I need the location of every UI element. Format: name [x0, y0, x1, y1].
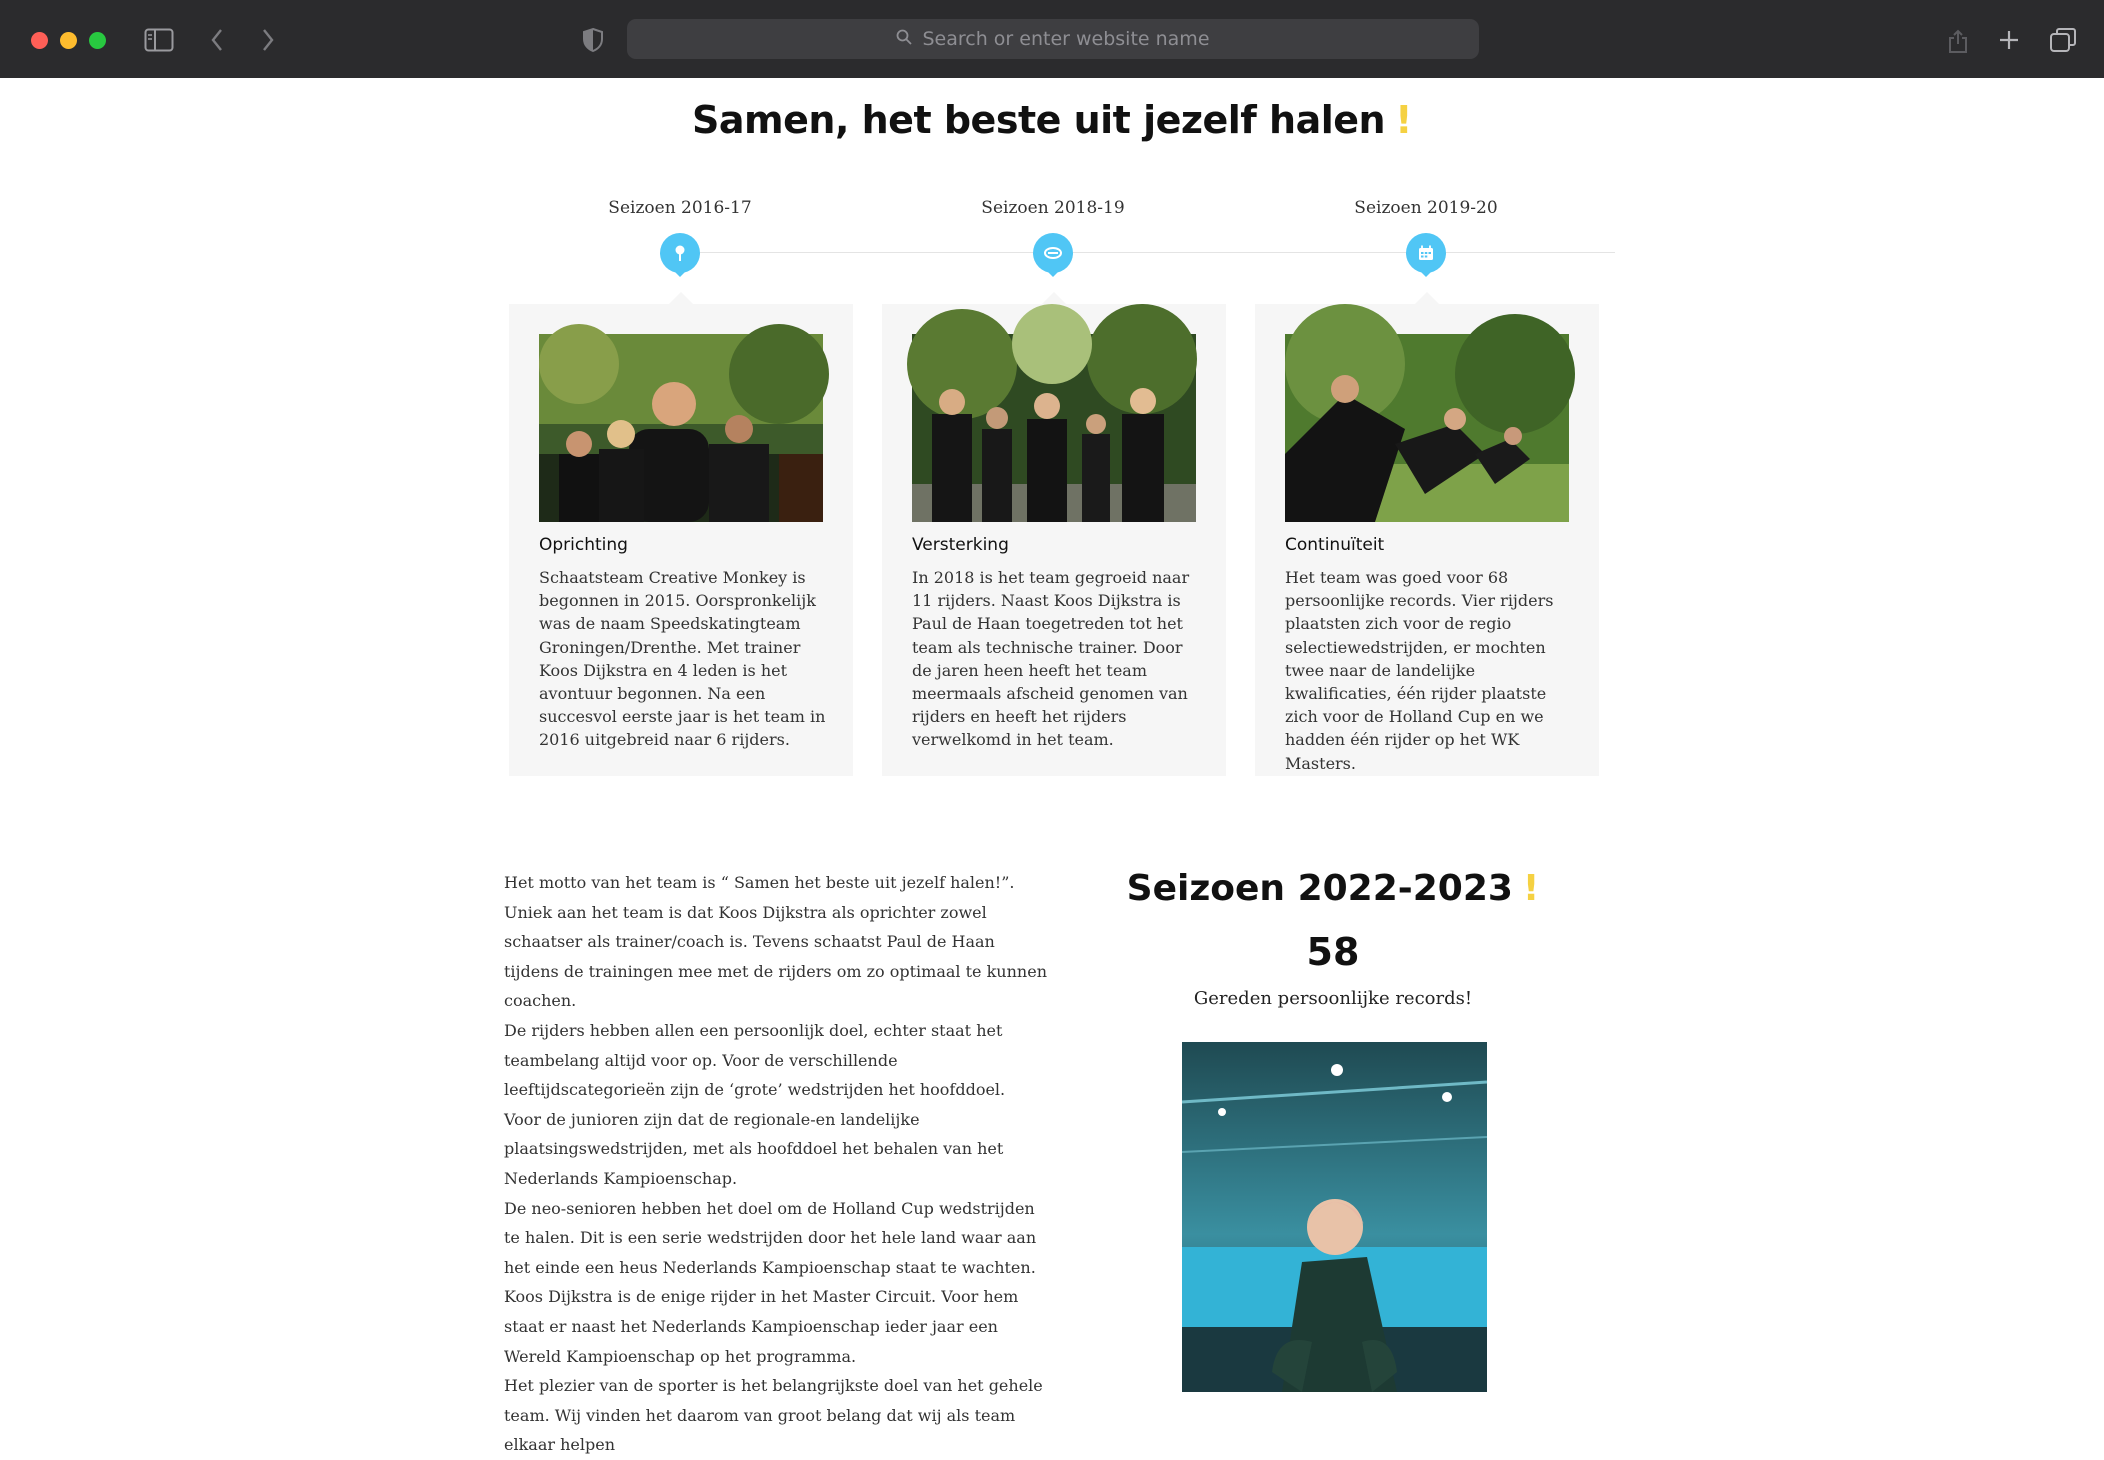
calendar-icon [1406, 233, 1446, 273]
season-heading-accent: ! [1522, 868, 1540, 909]
handshake-icon [1033, 233, 1073, 273]
plus-icon[interactable] [1989, 20, 2029, 60]
motto-paragraph: Het plezier van de sporter is het belangrijkste doel van het gehele team. Wij vinden het daarom van groot belang dat wij als team elkaar helpen [504, 1376, 1043, 1455]
team-photo-versterking [912, 334, 1196, 522]
season-heading: Seizoen 2022-2023 ! [1126, 868, 1540, 909]
zoom-window-button[interactable] [89, 32, 106, 49]
sidebar-icon[interactable] [139, 20, 179, 60]
search-icon [896, 29, 912, 49]
motto-paragraph: Het motto van het team is “ Samen het beste uit jezelf halen!”. Uniek aan het team is dat Koos Dijkstra als oprichter zowel schaatser als trainer/coach is. Tevens schaatst Paul de Haan tijdens de trainingen mee met de rijders om zo optimaal te kunnen coachen. [504, 873, 1047, 1011]
timeline-season-3: Seizoen 2019-20 [1354, 198, 1498, 218]
timeline-card-text-3: Het team was goed voor 68 persoonlijke records. Vier rijders plaatsten zich voor de regio selectiewedstrijden, er mochten twee naar de landelijke kwalificaties, één rijder plaatste zich voor de Holland Cup en we hadden één rijder op het WK Masters. [1285, 568, 1554, 773]
timeline-season-1: Seizoen 2016-17 [608, 198, 752, 218]
timeline-season-2: Seizoen 2018-19 [981, 198, 1125, 218]
timeline-line [680, 252, 1615, 253]
address-bar[interactable] [627, 19, 1479, 59]
timeline-card-title-1: Oprichting [539, 535, 628, 555]
forward-icon[interactable] [248, 20, 288, 60]
skater-photo [1182, 1042, 1487, 1392]
motto-paragraph: Voor de junioren zijn dat de regionale-en landelijke plaatsingswedstrijden, met als hoofddoel het behalen van het Nederlands Kampioenschap. [504, 1109, 1004, 1188]
timeline-card-text-1: Schaatsteam Creative Monkey is begonnen in 2015. Oorspronkelijk was de naam Speedskatingteam Groningen/Drenthe. Met trainer Koos Dijkstra en 4 leden is het avontuur begonnen. Na een succesvol eerste jaar is het team in 2016 uitgebreid naar 6 rijders. [539, 568, 826, 750]
back-icon[interactable] [197, 20, 237, 60]
close-window-button[interactable] [31, 32, 48, 49]
timeline-card-3 [1255, 304, 1599, 776]
shield-icon[interactable] [573, 20, 613, 60]
page-heading: Samen, het beste uit jezelf halen ! [692, 98, 1412, 142]
records-label: Gereden persoonlijke records! [1193, 988, 1473, 1009]
timeline-card-text-2: In 2018 is het team gegroeid naar 11 rijders. Naast Koos Dijkstra is Paul de Haan toegetreden tot het team als technische trainer. Door de jaren heen heeft het team meermaals afscheid genomen van rijders en heeft het rijders verwelkomd in het team. [912, 568, 1190, 750]
timeline-card-title-3: Continuïteit [1285, 535, 1385, 555]
timeline-card-1 [509, 304, 853, 776]
records-count: 58 [1306, 930, 1360, 974]
address-bar-placeholder: Search or enter website name [922, 28, 1210, 50]
heading-accent: ! [1395, 98, 1412, 142]
motto-text [504, 868, 1049, 1460]
browser-toolbar [0, 0, 2104, 78]
motto-paragraph: De rijders hebben allen een persoonlijk doel, echter staat het teambelang altijd voor op. Voor de verschillende leeftijdscategorieën zijn de ‘grote’ wedstrijden het hoofddoel. [504, 1020, 1006, 1100]
page-content [0, 78, 2104, 1455]
timeline-card-2 [882, 304, 1226, 776]
timeline-card-title-2: Versterking [912, 535, 1009, 555]
minimize-window-button[interactable] [60, 32, 77, 49]
team-photo-oprichting [539, 334, 823, 522]
motto-paragraph: De neo-senioren hebben het doel om de Holland Cup wedstrijden te halen. Dit is een serie wedstrijden door het hele land waar aan het einde een heus Nederlands Kampioenschap staat te wachten. [504, 1198, 1037, 1277]
pin-icon [660, 233, 700, 273]
share-icon[interactable] [1938, 20, 1978, 60]
motto-paragraph: Koos Dijkstra is de enige rijder in het Master Circuit. Voor hem staat er naast het Nederlands Kampioenschap ieder jaar een Wereld Kampioenschap op het programma. [504, 1287, 1019, 1366]
tabs-icon[interactable] [2043, 20, 2083, 60]
team-photo-continuiteit [1285, 334, 1569, 522]
